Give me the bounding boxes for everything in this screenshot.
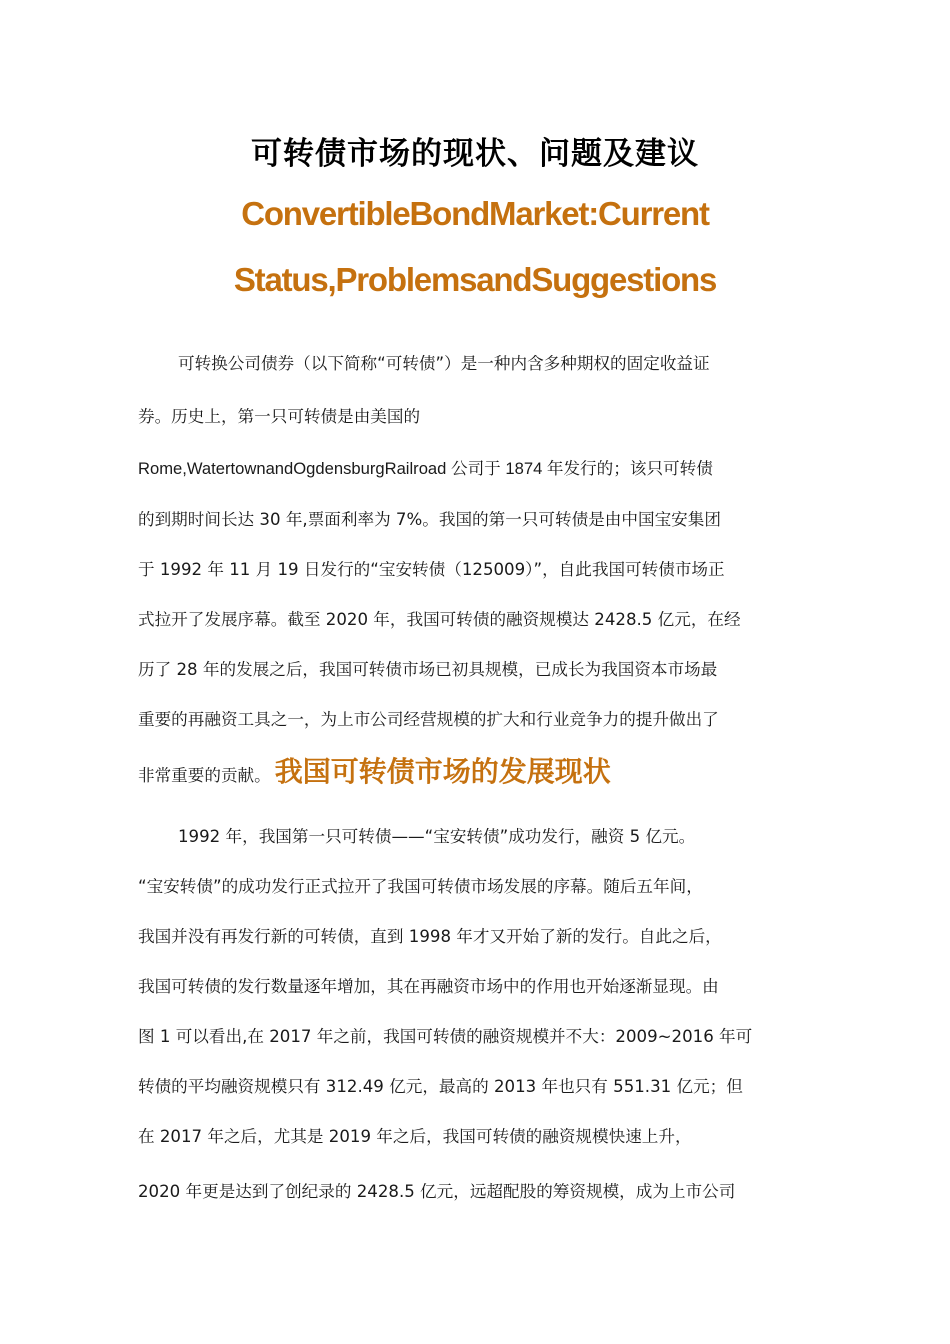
section1-line-1: 1992 年，我国第一只可转债——“宝安转债”成功发行，融资 5 亿元。 [178, 827, 696, 846]
section1-line-4: 我国可转债的发行数量逐年增加，其在再融资市场中的作用也开始逐渐显现。由 [138, 977, 719, 996]
section1-line-8: 2020 年更是达到了创纪录的 2428.5 亿元，远超配股的筹资规模，成为上市公司 [138, 1182, 736, 1201]
english-title-line-1: ConvertibleBondMarket:Current [241, 195, 709, 232]
document-title: 可转债市场的现状、问题及建议 [251, 136, 699, 172]
intro-line-6: 式拉开了发展序幕。截至 2020 年，我国可转债的融资规模达 2428.5 亿元，在经 [138, 610, 741, 629]
intro-line-7: 历了 28 年的发展之后，我国可转债市场已初具规模，已成长为我国资本市场最 [138, 660, 718, 679]
intro-line-8: 重要的再融资工具之一，为上市公司经营规模的扩大和行业竞争力的提升做出了 [138, 710, 719, 729]
intro-line-4: 的到期时间长达 30 年,票面利率为 7%。我国的第一只可转债是由中国宝安集团 [138, 510, 721, 529]
section1-line-7: 在 2017 年之后，尤其是 2019 年之后，我国可转债的融资规模快速上升， [138, 1127, 692, 1146]
intro-line-1: 可转换公司债券（以下简称“可转债”）是一种内含多种期权的固定收益证 [178, 354, 710, 373]
intro-line-2: 券。历史上，第一只可转债是由美国的 [138, 407, 421, 426]
english-title-line-2: Status,ProblemsandSuggestions [233, 261, 717, 298]
section1-line-5: 图 1 可以看出,在 2017 年之前，我国可转债的融资规模并不大：2009~2016 年可 [138, 1027, 753, 1046]
section1-line-2: “宝安转债”的成功发行正式拉开了我国可转债市场发展的序幕。随后五年间， [138, 877, 703, 896]
intro-line-5: 于 1992 年 11 月 19 日发行的“宝安转债（125009）”，自此我国可转债市场正 [138, 560, 725, 579]
section1-line-3: 我国并没有再发行新的可转债，直到 1998 年才又开始了新的发行。自此之后， [138, 927, 722, 946]
intro-last-line [138, 754, 611, 794]
section-heading: 我国可转债市场的发展现状 [274, 755, 611, 788]
section1-line-6: 转债的平均融资规模只有 312.49 亿元，最高的 2013 年也只有 551.31 亿元；但 [138, 1077, 743, 1096]
intro-line-3: Rome,WatertownandOgdensburgRailroad 公司于 1874 年发行的；该只可转债 [138, 459, 713, 478]
intro-closing-text: 非常重要的贡献。 [138, 766, 271, 785]
